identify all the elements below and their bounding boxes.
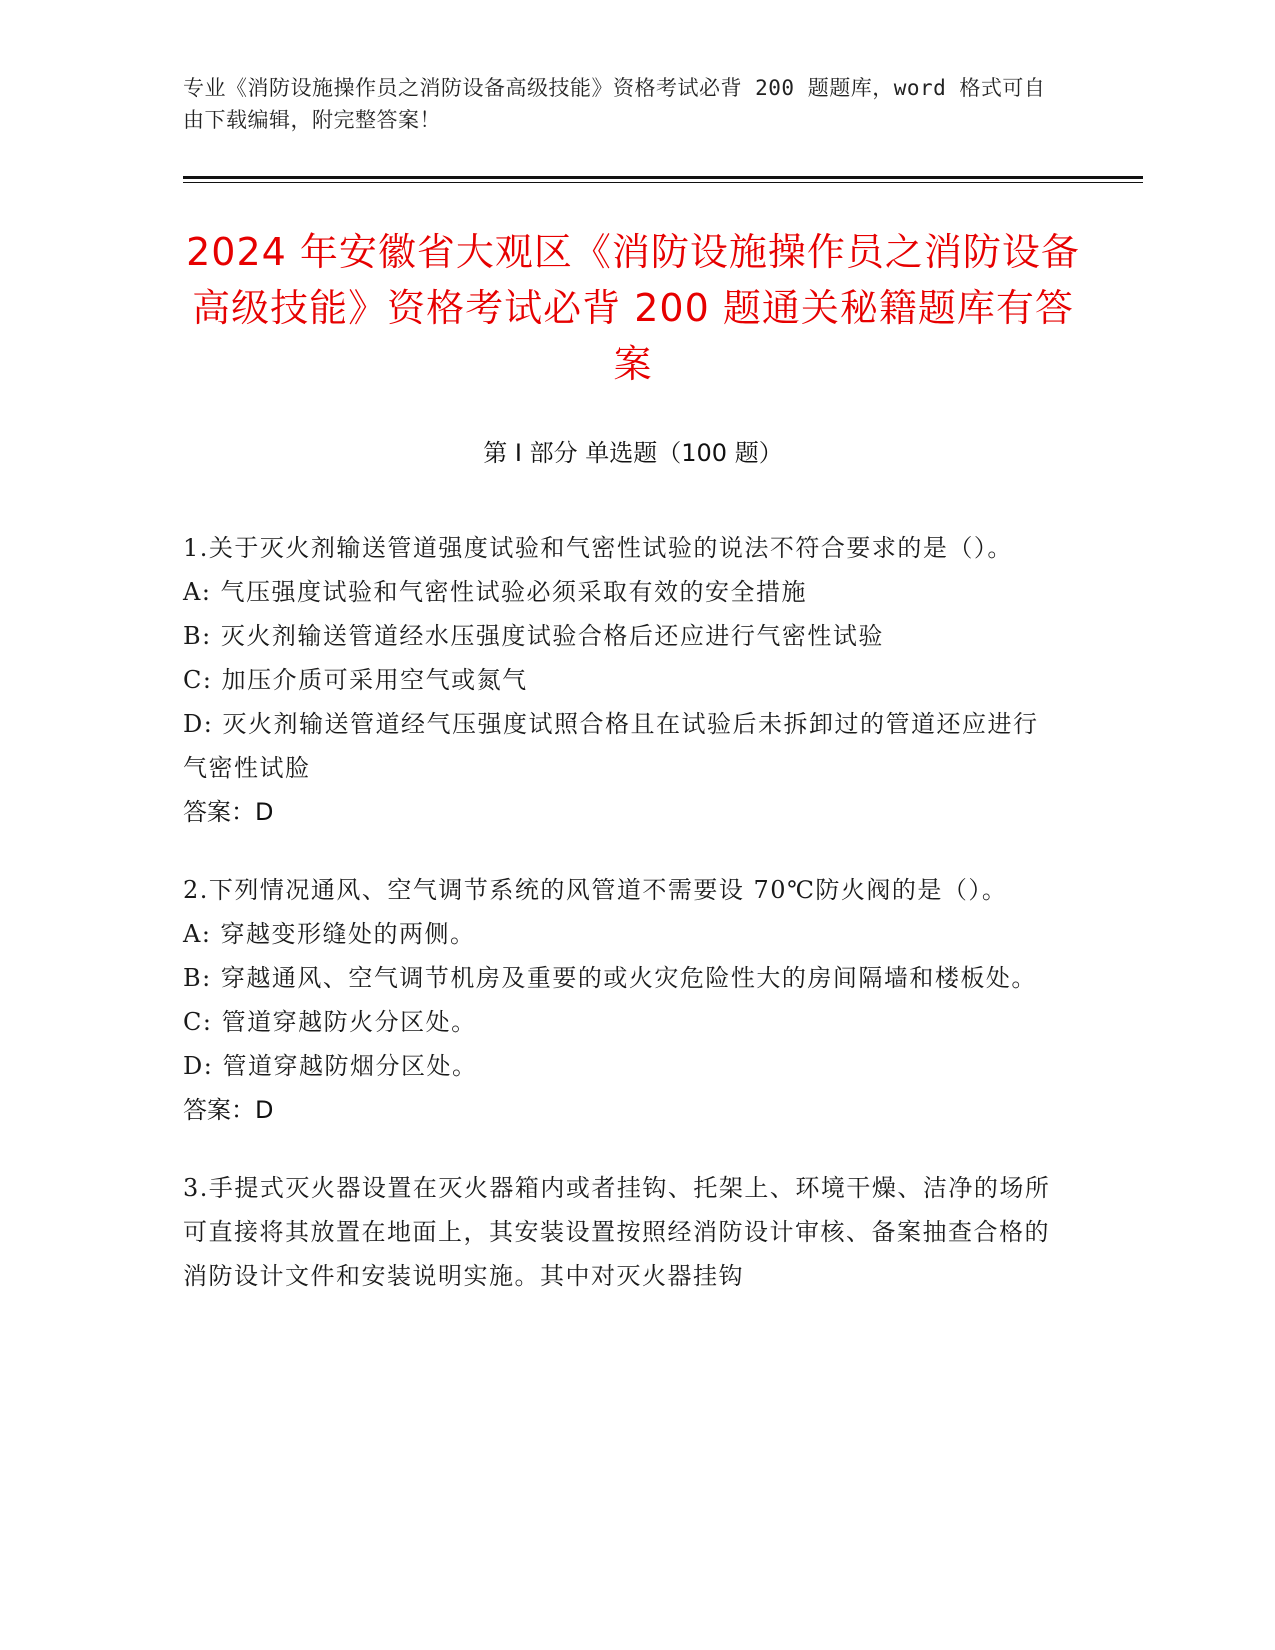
section-heading: 第 I 部分 单选题（100 题） bbox=[483, 439, 783, 467]
option-a: A: 穿越变形缝处的两侧。 bbox=[183, 920, 476, 948]
option-c: C: 管道穿越防火分区处。 bbox=[183, 1008, 477, 1036]
question-2 bbox=[183, 868, 1063, 1132]
option-b: B: 灭火剂输送管道经水压强度试验合格后还应进行气密性试验 bbox=[183, 622, 884, 650]
option-a: A: 气压强度试验和气密性试验必须采取有效的安全措施 bbox=[183, 578, 808, 606]
question-3 bbox=[183, 1166, 1063, 1298]
question-1 bbox=[183, 526, 1063, 834]
question-text: 1.关于灭火剂输送管道强度试验和气密性试验的说法不符合要求的是（）。 bbox=[183, 534, 1013, 562]
option-d: D: 灭火剂输送管道经气压强度试照合格且在试验后未拆卸过的管道还应进行气密性试脸 bbox=[183, 710, 1039, 782]
question-text: 2.下列情况通风、空气调节系统的风管道不需要设 70℃防火阀的是（）。 bbox=[183, 876, 1008, 904]
document-title: 2024 年安徽省大观区《消防设施操作员之消防设备高级技能》资格考试必背 200 题通关秘籍题库有答案 bbox=[186, 230, 1080, 386]
question-list bbox=[183, 526, 1063, 1332]
answer: 答案：D bbox=[183, 1096, 274, 1124]
header-divider-thin bbox=[183, 182, 1143, 183]
option-c: C: 加压介质可采用空气或氮气 bbox=[183, 666, 528, 694]
question-text: 3.手提式灭火器设置在灭火器箱内或者挂钩、托架上、环境干燥、洁净的场所可直接将其放置在地面上，其安装设置按照经消防设计审核、备案抽查合格的消防设计文件和安装说明实施。其中对灭火器挂钩 bbox=[183, 1174, 1051, 1290]
answer: 答案：D bbox=[183, 798, 274, 826]
option-d: D: 管道穿越防烟分区处。 bbox=[183, 1052, 478, 1080]
option-b: B: 穿越通风、空气调节机房及重要的或火灾危险性大的房间隔墙和楼板处。 bbox=[183, 964, 1037, 992]
header-divider-thick bbox=[183, 176, 1143, 179]
header-note: 专业《消防设施操作员之消防设备高级技能》资格考试必背 200 题题库，word 格式可自由下载编辑，附完整答案！ bbox=[183, 76, 1046, 132]
